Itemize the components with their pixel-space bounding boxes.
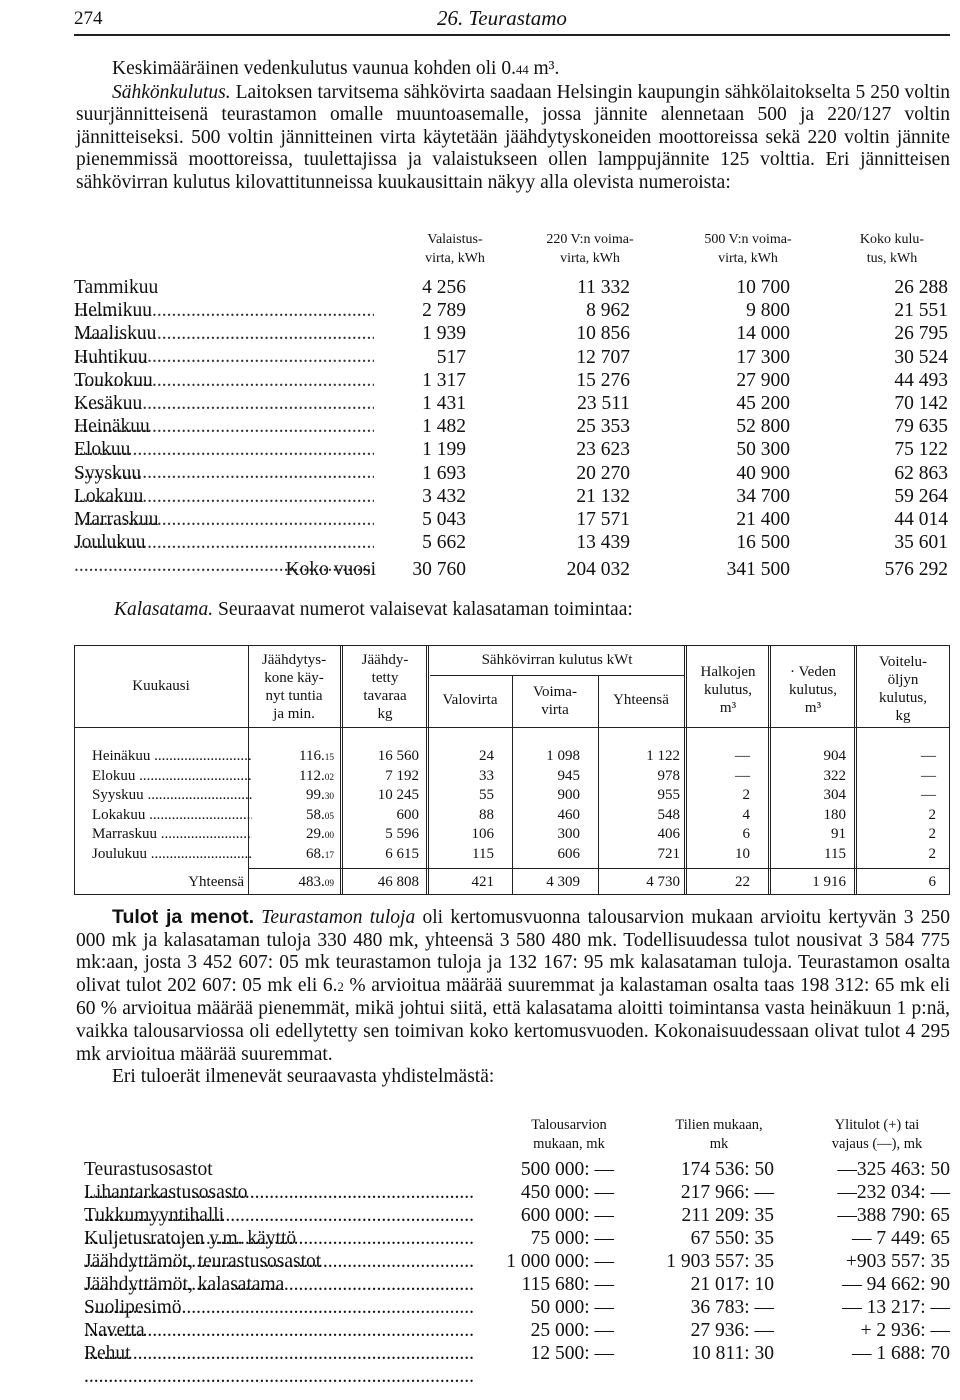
kalasatama-heading: Kalasatama. xyxy=(114,599,214,620)
table-cell: 548 xyxy=(657,806,680,823)
hours-cell xyxy=(264,767,334,787)
month-label: Syyskuu ..... xyxy=(92,786,252,804)
t1-header-text: 220 V:n voima- virta, kWh xyxy=(546,232,634,266)
table-cell: 36 783: — xyxy=(690,1297,774,1318)
table-row xyxy=(74,415,950,438)
table-row xyxy=(74,322,950,345)
total-row xyxy=(74,558,950,581)
income-text-1: oli kertomusvuonna talousarvion mukaan arvioitu kertyvän 3 250 000 mk ja kalasataman tuloja 330 480 mk, yhteensä 3 580 480 mk. Todellisuudessa tulot nousivat 3 584 775 mk:aan, josta 3 452 607: 05 mk teurastamon tuloja ja 132 167: 95 mk kalasataman tuloja. Teurastamon osalta olivat tulot 202 607: 05 mk eli 6. xyxy=(76,907,951,996)
table-cell: — xyxy=(921,748,936,764)
table-cell: 26 795 xyxy=(894,323,948,345)
month-label: Syyskuu ..... xyxy=(74,462,374,508)
table-cell: 88 xyxy=(479,806,494,823)
hours-value: 483. xyxy=(298,874,325,890)
table-cell: 115 680: — xyxy=(521,1274,614,1295)
kalasatama-text: Seuraavat numerot valaisevat kalasataman toimintaa: xyxy=(213,599,633,620)
minutes-value: 30 xyxy=(324,792,334,803)
table-cell: 12 707 xyxy=(576,346,630,368)
table-cell: 955 xyxy=(657,787,680,804)
row-label: Teurastusosastot ..... xyxy=(84,1158,500,1204)
table-cell: 4 730 xyxy=(646,874,680,890)
row-label: Lihantarkastusosasto ..... xyxy=(84,1181,500,1227)
table-cell: 12 500: — xyxy=(530,1343,614,1364)
t2-header-machine-hours xyxy=(244,651,344,723)
t1-header-lighting xyxy=(400,230,510,274)
table-row xyxy=(84,1296,950,1319)
table-cell: 300 xyxy=(557,826,580,843)
month-label: Marraskuu ..... xyxy=(74,508,374,554)
hours-value: 116. xyxy=(299,748,325,764)
table-cell: 1 693 xyxy=(422,462,466,484)
table-cell: 10 xyxy=(735,846,750,862)
kalasatama-intro xyxy=(114,599,633,621)
table-row xyxy=(84,1158,950,1181)
table-cell: 44 014 xyxy=(894,509,948,530)
table-cell: 23 623 xyxy=(576,439,630,461)
minutes-value: 02 xyxy=(324,772,334,783)
table-cell: 304 xyxy=(823,787,846,804)
table-cell: 5 043 xyxy=(422,509,466,530)
table-cell: 8 962 xyxy=(586,300,630,322)
table-cell: 904 xyxy=(823,748,846,764)
table-cell: 450 000: — xyxy=(520,1182,614,1203)
table-cell: 75 000: — xyxy=(530,1228,614,1249)
month-label: Toukokuu ..... xyxy=(74,369,374,415)
table-cell: 24 xyxy=(479,748,494,764)
table-cell: 2 xyxy=(742,787,750,804)
table-row xyxy=(74,531,950,554)
table-cell: 15 276 xyxy=(576,369,630,391)
table-cell: — xyxy=(921,787,936,804)
table-cell: 20 270 xyxy=(576,462,630,484)
table-cell: 4 256 xyxy=(422,277,466,298)
row-label: Jäähdyttämöt, teurastusosastot ..... xyxy=(84,1250,500,1296)
table-cell: 50 000: — xyxy=(530,1297,614,1318)
table-cell: 4 309 xyxy=(546,874,580,890)
income-heading: Tulot ja menot. xyxy=(112,906,255,928)
t1-header-text: Valaistus- virta, kWh xyxy=(425,232,485,266)
water-consumption-text: Keskimääräinen vedenkulutus vaunua kohden oli 0. xyxy=(112,58,516,79)
t2-header-cooled-goods xyxy=(344,651,426,723)
table-cell: 322 xyxy=(823,767,846,784)
table-cell: 7 192 xyxy=(385,767,419,784)
table-cell: 600 000: — xyxy=(520,1205,614,1226)
table-cell: 1 317 xyxy=(422,369,466,391)
table-cell: — xyxy=(921,767,936,784)
table-cell: 1 098 xyxy=(546,748,580,764)
table-cell: 2 xyxy=(928,806,936,823)
table-cell: 26 288 xyxy=(894,277,948,298)
table-cell: 900 xyxy=(557,787,580,804)
table-row xyxy=(84,1204,950,1227)
table-cell: 46 808 xyxy=(377,874,419,890)
table-cell: 22 xyxy=(735,874,750,890)
t2-header-text: Sähkövirran kulutus kWt xyxy=(481,652,633,668)
table-cell: 2 789 xyxy=(422,300,466,322)
table-row xyxy=(84,1250,950,1273)
table-row xyxy=(74,462,950,485)
table-cell: 16 560 xyxy=(377,748,419,764)
t2-header-text: Halkojen kulutus, m³ xyxy=(700,664,756,716)
month-label: Heinäkuu ..... xyxy=(74,415,374,461)
table-cell: —232 034: — xyxy=(837,1182,950,1203)
table-cell: 5 596 xyxy=(385,826,419,843)
table-cell: 70 142 xyxy=(894,393,948,414)
table-cell: 44 493 xyxy=(894,369,948,391)
table-cell: 217 966: — xyxy=(680,1182,774,1203)
t2-header-water xyxy=(770,663,856,717)
table-row xyxy=(84,1181,950,1204)
table-cell: 21 551 xyxy=(894,300,948,322)
table-cell: — 94 662: 90 xyxy=(842,1274,950,1295)
t2-header-month xyxy=(74,677,248,695)
header-rule xyxy=(74,34,950,36)
table-cell: — 1 688: 70 xyxy=(851,1343,950,1364)
water-consumption-unit: m³. xyxy=(528,58,560,79)
table-row xyxy=(84,1227,950,1250)
hours-value: 68. xyxy=(305,846,325,862)
table-cell: 1 431 xyxy=(422,393,466,414)
row-label: Navetta ..... xyxy=(84,1319,500,1365)
table-cell: — 7 449: 65 xyxy=(851,1228,950,1249)
hours-value: 29. xyxy=(305,826,325,843)
table-cell: 30 760 xyxy=(412,559,466,581)
hours-value: 112. xyxy=(299,767,325,784)
table-cell: 9 800 xyxy=(746,300,790,322)
table-row xyxy=(84,1273,950,1296)
table-cell: 204 032 xyxy=(566,559,630,581)
t1-header-total xyxy=(834,230,950,274)
t1-header-text: 500 V:n voima- virta, kWh xyxy=(704,232,792,266)
t2-header-electricity xyxy=(430,651,684,669)
table-cell: 14 000 xyxy=(736,323,790,345)
table-cell: 27 936: — xyxy=(690,1320,774,1341)
t3-header-text: Talousarvion mukaan, mk xyxy=(531,1117,607,1152)
table-cell: 1 939 xyxy=(422,323,466,345)
t2-rule xyxy=(74,645,950,646)
total-label: Yhteensä xyxy=(188,874,244,890)
table-cell: 517 xyxy=(436,346,466,368)
t3-header-budget xyxy=(504,1116,634,1154)
t3-header-accounts xyxy=(644,1116,794,1154)
table-cell: 67 550: 35 xyxy=(690,1228,774,1249)
table-cell: 13 439 xyxy=(576,532,630,554)
table-cell: — xyxy=(735,767,750,784)
minutes-value: 09 xyxy=(324,879,334,889)
table-cell: 35 601 xyxy=(894,532,948,554)
table-cell: 50 300 xyxy=(736,439,790,461)
month-label: Lokakuu ..... xyxy=(74,485,374,531)
table-row xyxy=(84,1342,950,1365)
table-cell: 91 xyxy=(831,826,846,843)
table-cell: 16 500 xyxy=(736,532,790,554)
table-cell: 10 700 xyxy=(736,277,790,298)
t2-header-text: Kuukausi xyxy=(132,678,190,694)
table-cell: 6 xyxy=(928,874,936,890)
row-label: Suolipesimö ..... xyxy=(84,1296,500,1342)
income-decimal: 2 xyxy=(337,979,344,994)
table-cell: 62 863 xyxy=(894,462,948,484)
table-cell: 500 000: — xyxy=(520,1159,614,1180)
table-cell: 10 811: 30 xyxy=(691,1343,774,1364)
month-label: Lokakuu ..... xyxy=(92,806,252,824)
month-label: Elokuu ..... xyxy=(92,767,252,785)
table-cell: 55 xyxy=(479,787,494,804)
table-cell: 421 xyxy=(471,874,494,890)
table-cell: 23 511 xyxy=(577,393,630,414)
month-label: Tammikuu ..... xyxy=(74,276,374,322)
table-row xyxy=(74,299,950,322)
table-cell: 75 122 xyxy=(894,439,948,461)
table-cell: 978 xyxy=(657,767,680,784)
table-cell: 341 500 xyxy=(726,559,790,581)
income-paragraph xyxy=(76,906,950,1089)
table-cell: 721 xyxy=(657,846,680,862)
month-label: Heinäkuu ..... xyxy=(92,747,252,765)
table-row xyxy=(84,1319,950,1342)
minutes-value: 15 xyxy=(324,753,334,763)
hours-cell xyxy=(264,873,334,893)
table-cell: 33 xyxy=(479,767,494,784)
hours-value: 99. xyxy=(305,787,325,804)
table-cell: 2 xyxy=(928,826,936,843)
total-label: Koko vuosi xyxy=(285,559,376,581)
hours-value: 58. xyxy=(305,806,325,823)
table-cell: 10 245 xyxy=(377,787,419,804)
t2-header-text: · Veden kulutus, m³ xyxy=(789,664,837,716)
table-cell: + 2 936: — xyxy=(860,1320,950,1341)
table-row xyxy=(74,392,950,415)
table-cell: 21 400 xyxy=(736,509,790,530)
t2-header-power xyxy=(512,683,598,719)
t2-rule xyxy=(430,675,684,676)
row-label: Rehut ..... xyxy=(84,1342,500,1388)
table-cell: 2 xyxy=(928,846,936,862)
table-cell: 180 xyxy=(823,806,846,823)
table-cell: +903 557: 35 xyxy=(845,1251,950,1272)
table-cell: 1 122 xyxy=(646,748,680,764)
hours-cell xyxy=(264,845,334,865)
t2-header-text: Voitelu- öljyn kulutus, kg xyxy=(878,654,928,724)
income-text-3: Eri tuloerät ilmenevät seuraavasta yhdistelmästä: xyxy=(112,1066,495,1088)
t2-header-text: Valovirta xyxy=(442,692,498,708)
row-label: Kuljetusratojen y.m. käyttö ..... xyxy=(84,1227,500,1273)
month-label: Huhtikuu ..... xyxy=(74,346,374,392)
table-row xyxy=(74,346,950,369)
table-cell: —325 463: 50 xyxy=(837,1159,950,1180)
t3-header-text: Ylitulot (+) tai vajaus (—), mk xyxy=(831,1117,923,1152)
table-cell: 211 209: 35 xyxy=(681,1205,774,1226)
fish-harbour-table xyxy=(74,645,950,895)
table-cell: 600 xyxy=(396,806,419,823)
water-consumption-decimals: 44 xyxy=(515,63,529,77)
table-cell: 25 353 xyxy=(576,416,630,438)
month-label: Helmikuu ..... xyxy=(74,299,374,345)
table-cell: 1 199 xyxy=(422,439,466,461)
table-cell: 1 000 000: — xyxy=(506,1251,614,1272)
intro-paragraph xyxy=(76,58,950,195)
t1-header-text: Koko kulu- tus, kWh xyxy=(859,232,925,266)
table-cell: — xyxy=(735,748,750,764)
t1-header-220v xyxy=(520,230,660,274)
table-row xyxy=(74,485,950,508)
table-cell: 79 635 xyxy=(894,416,948,438)
table-cell: 52 800 xyxy=(736,416,790,438)
table-cell: 30 524 xyxy=(894,346,948,368)
table-row xyxy=(74,508,950,531)
table-cell: 4 xyxy=(742,806,750,823)
t2-header-text: Yhteensä xyxy=(613,692,669,708)
page-number: 274 xyxy=(74,8,103,29)
table-cell: 17 571 xyxy=(576,509,630,530)
table-cell: 17 300 xyxy=(736,346,790,368)
electricity-text: Laitoksen tarvitsema sähkövirta saadaan Helsingin kaupungin sähkölaitokselta 5 250 voltin suurjännitteisenä teurastamon omalle muuntoasemalle, jossa jännite alennetaan 500 ja 220/127 voltin jännitteiseksi. 500 voltin jännitteinen virta käytetään jäähdytyskoneiden moottoreissa sekä 220 voltin jännite pienemmissä moottoreissa, tuulettajissa ja valaistukseen ollen lamppujännite 125 volttia. Eri jännitteisen sähkövirran kulutus kilovattitunneissa kuukausittain näkyy alla olevista numeroista: xyxy=(76,81,950,193)
hours-cell xyxy=(264,806,334,826)
running-title: 26. Teurastamo xyxy=(437,6,567,30)
table-row xyxy=(74,369,950,392)
table-cell: —388 790: 65 xyxy=(837,1205,950,1226)
table-cell: 34 700 xyxy=(736,485,790,507)
table-cell: 106 xyxy=(471,826,494,843)
table-cell: 25 000: — xyxy=(530,1320,614,1341)
table-cell: 21 017: 10 xyxy=(690,1274,774,1295)
hours-cell xyxy=(264,747,334,767)
t2-header-lighting xyxy=(428,691,512,709)
table-cell: 115 xyxy=(824,846,846,862)
table-cell: 576 292 xyxy=(884,559,948,581)
table-cell: 10 856 xyxy=(576,323,630,345)
t2-header-text: Jäähdy- tetty tavaraa kg xyxy=(361,652,409,722)
table-cell: 1 916 xyxy=(812,874,846,890)
month-label: Maaliskuu ..... xyxy=(74,322,374,368)
table-cell: 45 200 xyxy=(736,393,790,414)
table-cell: 6 615 xyxy=(385,846,419,862)
table-cell: — 13 217: — xyxy=(842,1297,950,1318)
t2-header-sum xyxy=(598,691,684,709)
table-cell: 406 xyxy=(657,826,680,843)
table-cell: 1 482 xyxy=(422,416,466,438)
minutes-value: 00 xyxy=(324,831,334,842)
t2-header-text: Voima- virta xyxy=(533,684,577,718)
minutes-value: 17 xyxy=(324,851,334,861)
table-cell: 115 xyxy=(472,846,494,862)
month-label: Kesäkuu ..... xyxy=(74,392,374,438)
month-label: Elokuu ..... xyxy=(74,438,374,484)
table-cell: 27 900 xyxy=(736,369,790,391)
t2-rule xyxy=(248,868,950,869)
month-label: Joulukuu ..... xyxy=(74,531,374,577)
t1-header-500v xyxy=(678,230,818,274)
table-row xyxy=(74,438,950,461)
minutes-value: 05 xyxy=(324,811,334,822)
table-cell: 11 332 xyxy=(577,277,630,298)
table-cell: 40 900 xyxy=(736,462,790,484)
table-cell: 174 536: 50 xyxy=(680,1159,774,1180)
table-cell: 3 432 xyxy=(422,485,466,507)
table-cell: 59 264 xyxy=(894,485,948,507)
table-cell: 21 132 xyxy=(576,485,630,507)
t3-header-text: Tilien mukaan, mk xyxy=(675,1117,763,1152)
electricity-heading: Sähkönkulutus. xyxy=(112,81,231,103)
row-label: Tukkumyyntihalli ..... xyxy=(84,1204,500,1250)
month-label: Marraskuu ..... xyxy=(92,825,252,843)
hours-cell xyxy=(264,786,334,806)
income-heading-italic: Teurastamon tuloja xyxy=(254,907,416,928)
income-text-2: % arvioitua määrää suuremmat ja kalastaman osalta taas 198 312: 65 mk eli 60 % arvioitua määrää pienemmät, mikä johtui siitä, että kalasatama aloitti toimintansa vasta heinäkuun 1 p:nä, vaikka talousarviossa oli edellytetty sen toimivan koko kertomusvuoden. Kokonaisuudessaan olivat tulot 4 295 mk arvioitua määrää suuremmat. xyxy=(76,974,950,1065)
month-label: Joulukuu ..... xyxy=(92,845,252,863)
t2-header-firewood xyxy=(686,663,770,717)
row-label: Jäähdyttämöt, kalasatama ..... xyxy=(84,1273,500,1319)
hours-cell xyxy=(264,825,334,845)
table-cell: 6 xyxy=(742,826,750,843)
table-cell: 460 xyxy=(557,806,580,823)
table-cell: 5 662 xyxy=(422,532,466,554)
table-cell: 1 903 557: 35 xyxy=(666,1251,774,1272)
t3-header-difference xyxy=(804,1116,950,1154)
table-cell: 606 xyxy=(557,846,580,862)
table-cell: 945 xyxy=(557,767,580,784)
t2-header-text: Jäähdytys- kone käy- nyt tuntia ja min. xyxy=(261,652,327,722)
table-row xyxy=(74,276,950,299)
t2-header-oil xyxy=(856,653,950,725)
